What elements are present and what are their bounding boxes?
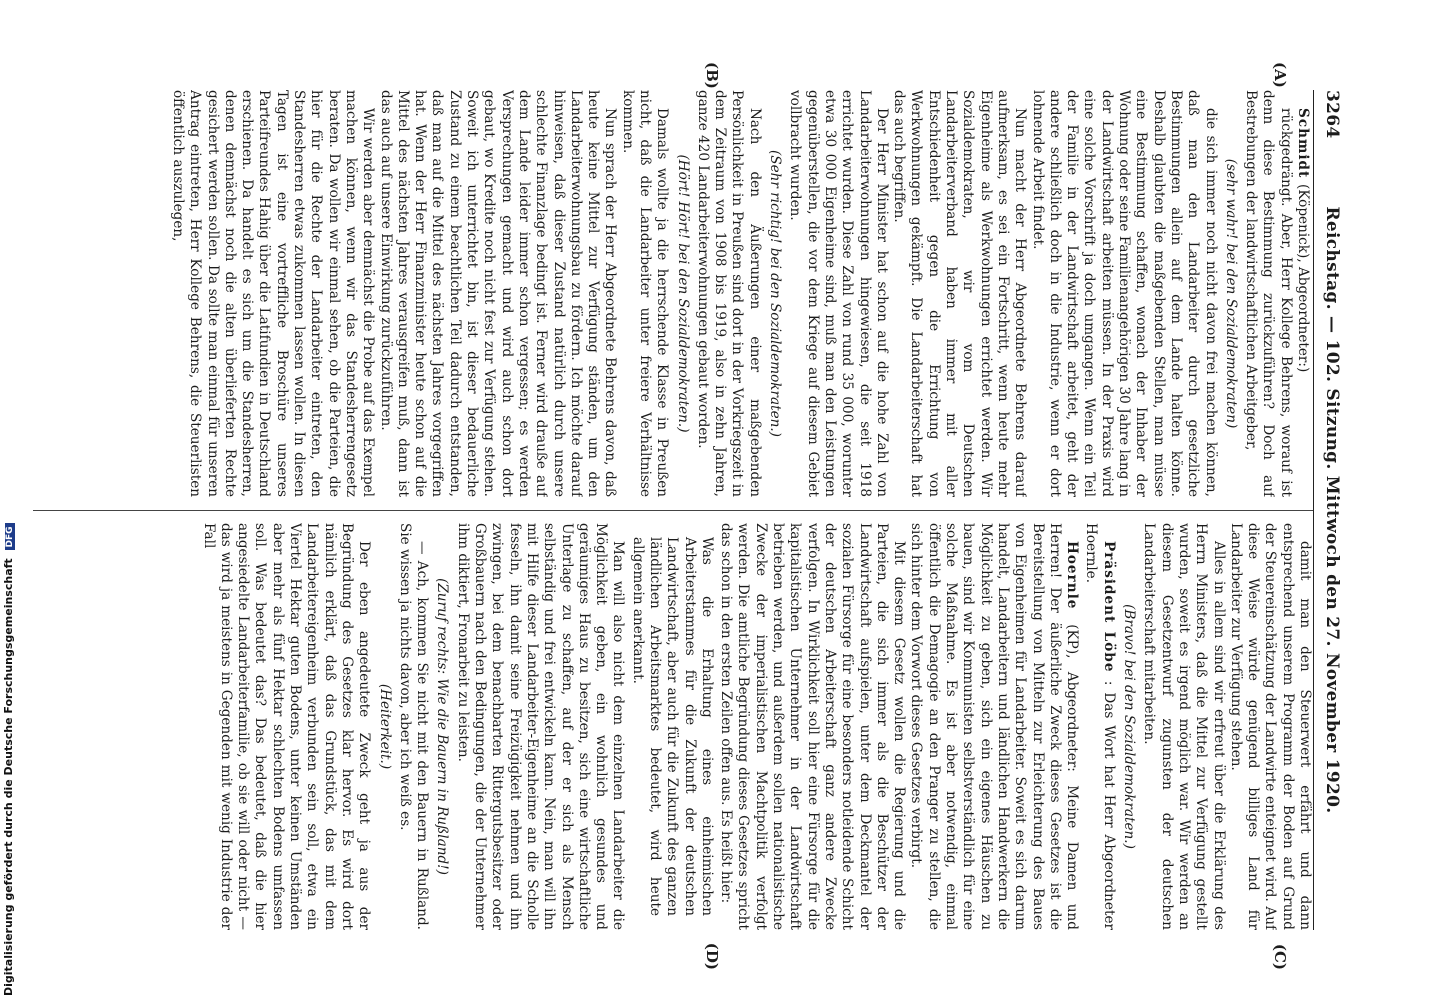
paragraph-text: (KP), Abgeordneter: Meine Damen und Herren! Der äußerliche Zweck dieses Gesetzes ist die Bereitstellung von Mitteln zur Erleichterung des Baues von Eigenheimen für Landarbeiter. Soweit es sich darum handelt, Landarbeitern und ländlichen Handwerkern die Möglichkeit zu geben, sich ein eigenes Häuschen zu bauen, sind wir Kommunisten selbstverständlich für eine solche Maßnahme. Es ist aber notwendig, einmal öffentlich die Demagogie an den Pranger zu stellen, die sich hinter dem Vorwort dieses Gesetzes verbirgt. [908, 523, 1081, 930]
speaker-paragraph [907, 523, 1080, 930]
page-title: Reichstag. — 102. Sitzung. Mittwoch den 27. November 1920. [1322, 206, 1342, 814]
paragraph-text: Alles in allem sind wir erfreut über die Erklärung des Herrn Ministers, daß die Mittel zur Verfügung gestellt wurden, soweit es irgend möglich war. Wir werden an diesem Gesetzentwurf zugunsten der deutschen Landarbeiterschaft mitarbeiten. [1141, 523, 1227, 930]
right-column [33, 523, 1313, 930]
paragraph [376, 90, 618, 497]
paragraph [1140, 523, 1226, 930]
paragraph-text: Nun sprach der Herr Abgeordnete Behrens davon, daß heute keine Mittel zur Verfügung ständen, um den Landarbeiterwohnungsbau zu fördern. Ich möchte darauf hinweisen, daß dieser Zustand natürlich durch unsere schlechte Finanzlage bedingt ist. Ferner wird drauße auf dem Lande leider immer schon vergessen; es werden Versprechungen gemacht und wird auch schon dort gebaut, wo Kredite noch nicht fest zur Verfügung stehen. Soweit ich unterrichtet bin, ist dieser bedauerliche Zustand zu einem beachtlichen Teil dadurch entstanden, daß man auf die Mittel des nächsten Jahres vorgegriffen hat. Wenn der Herr Finanzminister heute schon auf die Mittel des nächsten Jahres verausgreifen muß, dann ist das auch auf unsere Einwirkung zurückzuführen. [377, 90, 619, 497]
margin-marker-c: (C) [1271, 943, 1289, 970]
paragraph-text: Nach den Äußerungen einer maßgebenden Persönlichkeit in Preußen sind dort in der Vorkriegszeit in dem Zeitraum von 1908 bis 1919, also in zehn Jahren, ganze 420 Landarbeiterwohnungen gebaut worden. [694, 90, 763, 497]
paragraph-text: : Das Wort hat Herr Abgeordneter Hoernle. [1083, 523, 1117, 930]
credit-text: Digitalisierung gefördert durch die Deutsche Forschungsgemeinschaft [2, 558, 15, 996]
paragraph-text: Mit diesem Gesetz wollen die Regierung und die Parteien, die sich immer als die Beschützer der Landwirtschaft aufspielen, unter dem Deckmantel der sozialen Fürsorge für eine besonders notleidende Schicht der deutschen Arbeiterschaft ganz andere Zwecke verfolgen. In Wirklichkeit soll hier eine Fürsorge für die kapitalistischen Unternehmer in der Landwirtschaft betrieben werden, und außerdem sollen nationalistische Zwecke der imperialistischen Machtpolitik verfolgt werden. Die amtliche Begründung dieses Gesetzes spricht das schon in den ersten Zeilen offen aus. Es heißt hier: [718, 523, 908, 930]
speaker-paragraph [1082, 523, 1117, 930]
paragraph-text: Der Herr Minister hat schon auf die hohe Zahl von Landarbeiterwohnungen hingewiesen, die seit 1918 errichtet wurden. Diese Zahl von rund 35 000, worunter etwa 30 000 Eigenheime sind, muß man den Leistungen gegenüberstellen, die vor dem Kriege auf diesem Gebiet vollbracht wurden. [787, 90, 890, 497]
paragraph [396, 523, 431, 930]
margin-marker-d: (D) [703, 942, 721, 970]
paragraph-text: Man will also nicht dem einzelnen Landarbeiter die Möglichkeit geben, ein wohnlich gesundes und geräumiges Haus zu besitzen, sich eine wirtschaftliche Unterlage zu schaffen, auf der er sich als Mensch selbständig und frei entwickeln kann. Nein, man will ihn mit Hilfe dieser Landarbeiter-Eigenheime an die Scholle fesseln, ihn damit seine Freizügigkeit nehmen und ihn zwingen, bei dem benachbarten Rittergutsbesitzer oder Großbauern nach den Bedingungen, die der Unternehmer ihm diktiert, Fronarbeit zu leisten. [454, 523, 627, 930]
speaker-name: Präsident Löbe [1100, 541, 1117, 681]
paragraph [1227, 523, 1313, 930]
paragraph [1242, 90, 1294, 497]
paragraph-text: Der eben angedeutete Zweck geht ja aus der Begründung des Gesetzes klar hervor. Es wird dort nämlich erklärt, daß das Grundstück, das mit dem Landarbeitereigenheim verbunden sein soll, etwa ein Viertel Hektar guten Bodens, unter keinen Umständen aber mehr als fünf Hektar schlechten Bodens umfassen soll. Was bedeutet das? Das bedeutet, daß die hier angesiedelte Landarbeiterfamilie, ob sie will oder nicht — das wird ja meistens in Gegenden mit wenig Industrie der Fall [200, 523, 373, 930]
paragraph [786, 90, 890, 497]
paragraph [890, 90, 1028, 497]
speaker-name: Hoernle [1064, 541, 1081, 625]
paragraph-text: rückgedrängt. Aber, Herr Kollege Behrens, worauf ist denn diese Bestimmung zurückzuführen? Doch auf Bestrebungen der landwirtschaftlichen Arbeitgeber, [1243, 90, 1294, 497]
margin-marker-b: (B) [703, 62, 721, 89]
paragraph-text: — Ach, kommen Sie nicht mit den Bauern in Rußland. Sie wissen ja nichts davon, aber ich weiß es. [396, 523, 431, 930]
paragraph-text: damit man den Steuerwert erfährt und dann entsprechend unserem Programm der Boden auf Grund der Steuereinschätzung der Landwirte enteignet wird. Auf diese Weise würde genügend billiges Land für Landarbeiter zur Verfügung stehen. [1227, 523, 1313, 930]
page-header [1316, 90, 1346, 930]
paragraph [453, 523, 626, 930]
paragraph-text: Damals wollte ja die herrschende Klasse in Preußen nicht, daß die Landarbeiter unter freiere Verhältnisse kommen. [619, 90, 671, 497]
quoted-passage: Was die Erhaltung eines einheimischen Arbeiterstammes für die Zukunft der deutschen Landwirtschaft, aber auch für die Zukunft des ganzen ländlichen Arbeitsmarktes bedeutet, wird heute allgemein anerkannt. [629, 537, 715, 916]
paragraph [618, 90, 670, 497]
paragraph [717, 523, 907, 930]
left-column [33, 90, 1313, 497]
header-rule [1313, 90, 1314, 930]
column-divider [33, 510, 1313, 511]
interjection: (sehr wahr! bei den Sozialdemokraten) [1222, 158, 1239, 429]
margin-marker-a: (A) [1271, 62, 1289, 88]
dfg-logo: DFG [5, 523, 15, 550]
digitization-credit [2, 523, 15, 996]
speaker-paragraph [1294, 90, 1311, 497]
paragraph-text: Nun macht der Herr Abgeordnete Behrens darauf aufmerksam, es sei ein Fortschritt, wenn heute mehr Eigenheime als Werkwohnungen errichtet werden. Wir Sozialdemokraten, wir vom Deutschen Landarbeiterverband haben immer mit aller Entschiedenheit gegen die Errichtung von Werkwohnungen gekämpft. Die Landarbeiterschaft hat das auch begriffen. [891, 90, 1029, 497]
interjection: (Bravo! bei den Sozialdemokraten.) [1121, 604, 1138, 849]
paragraph-text: (Köpenick), Abgeordneter:) [1295, 184, 1311, 373]
interjection: (Sehr richtig! bei den Sozialdemokraten.) [767, 150, 784, 437]
paragraph-text: die sich immer noch nicht davon frei machen können, daß man den Landarbeiter durch gesetzliche Bestimmungen allein auf dem Lande halten könne. Deshalb glaubten die maßgebenden Stellen, man müsse eine Bestimmung schaffen, wonach der Inhaber der Wohnung oder seine Familienangehörigen 30 Jahre lang in der Landwirtschaft arbeiten müssen. In der Praxis wird eine solche Vorschrift ja doch umgangen. Wenn ein Teil der Familie in der Landwirtschaft arbeitet, geht der andere schließlich doch in die Industrie, wenn er dort lohnende Arbeit findet. [1029, 90, 1219, 497]
paragraph [1028, 90, 1218, 497]
paragraph [694, 90, 763, 497]
paragraph-text: Wir werden aber demnächst die Probe auf das Exempel machen können, wenn wir das Standesherrengesetz beraten. Da wollen wir einmal sehen, ob die Parteien, die hier für die Rechte der Landarbeiter eintreten, den Standesherren etwas zukommen lassen wollen. In diesen Tagen ist eine vortreffliche Broschüre unseres Parteifreundes Hahig über die Latifundien in Deutschland erschienen. Da handelt es sich um die Standesherren, denen demnächst noch die alten überlieferten Rechte gesichert werden sollen. Da sollte man einmal für unseren Antrag eintreten, Herr Kollege Behrens, die Steuerlisten öffentlich auszulegen, [170, 90, 377, 497]
interjection: (Heiterkeit.) [376, 683, 393, 770]
paragraph [169, 90, 377, 497]
speaker-name: Schmidt [1295, 108, 1311, 185]
paragraph [199, 523, 372, 930]
page-number: 3264 [1322, 90, 1342, 139]
text-columns [33, 62, 1313, 970]
interjection: (Zuruf rechts: Wie die Bauern in Rußland!) [434, 578, 451, 875]
interjection: (Hört! Hört! bei den Sozialdemokraten.) [674, 154, 691, 433]
